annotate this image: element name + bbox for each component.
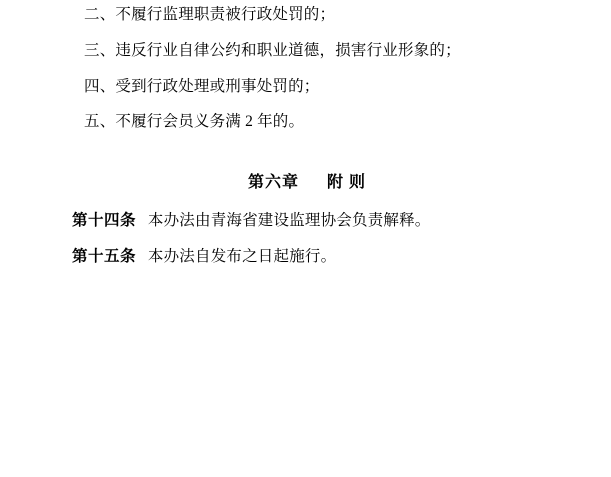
article-paragraph	[72, 249, 336, 265]
list-item: 四、受到行政处理或刑事处罚的；	[84, 78, 320, 95]
list-item: 三、违反行业自律公约和职业道德，损害行业形象的；	[84, 42, 461, 59]
chapter-heading	[72, 169, 542, 192]
article-text: 本办法自发布之日起施行。	[147, 248, 337, 265]
article-paragraph	[72, 213, 431, 229]
article-text: 本办法由青海省建设监理协会负责解释。	[147, 212, 431, 229]
list-item: 二、不履行监理职责被行政处罚的；	[84, 6, 336, 23]
chapter-title: 附 则	[327, 174, 367, 191]
list-item: 五、不履行会员义务满 2 年的。	[84, 113, 305, 130]
article-label: 第十四条	[72, 212, 137, 229]
article-label: 第十五条	[72, 248, 137, 265]
chapter-number: 第六章	[247, 174, 299, 191]
